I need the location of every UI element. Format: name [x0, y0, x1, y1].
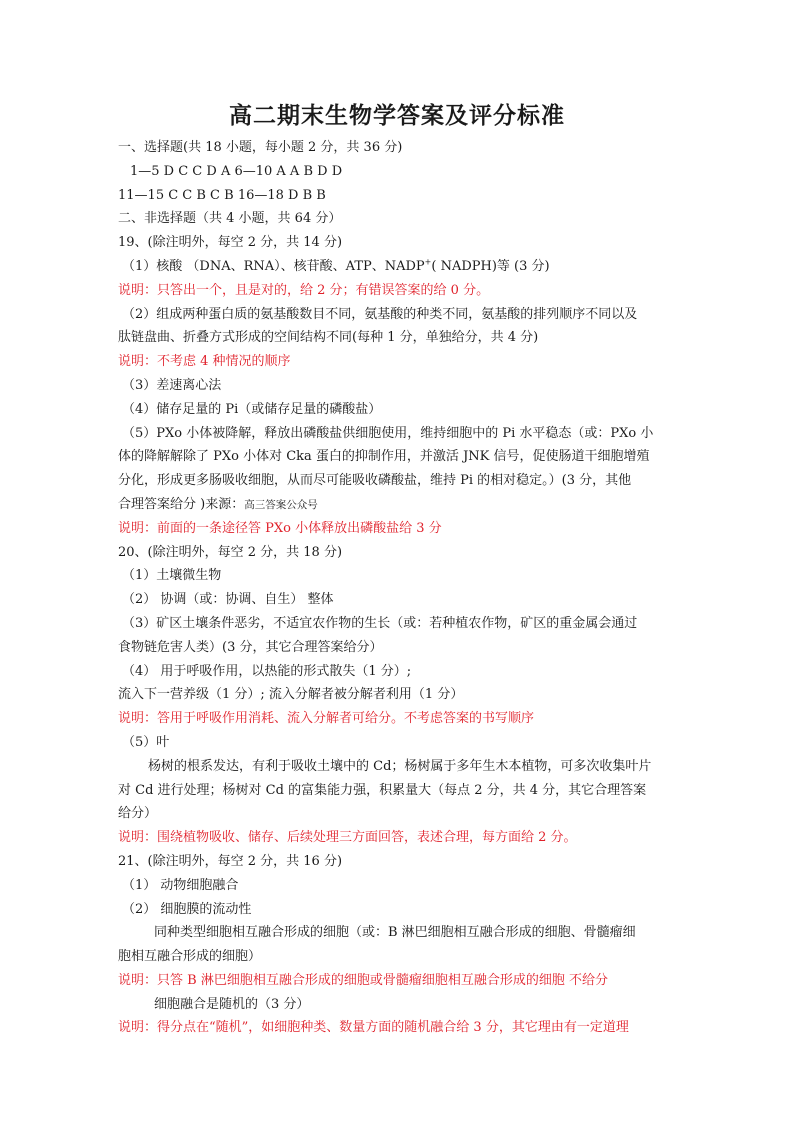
answer-line: （4） 用于呼吸作用，以热能的形式散失（1 分）;	[122, 663, 412, 679]
scoring-note: 说明：答用于呼吸作用消耗、流入分解者可给分。不考虑答案的书写顺序	[118, 711, 535, 727]
answer-line: （3）矿区土壤条件恶劣，不适宜农作物的生长（或：若种植农作物，矿区的重金属会通过	[122, 615, 638, 631]
answer-content	[118, 136, 680, 1040]
choice-answers-row: 11—15 C C B C B 16—18 D B B	[118, 187, 326, 203]
answer-line: （2）组成两种蛋白质的氨基酸数目不同，氨基酸的种类不同，氨基酸的排列顺序不同以及	[122, 306, 638, 322]
answer-line: （1） 动物细胞融合	[122, 877, 239, 893]
answer-line	[118, 255, 680, 279]
answer-line: 胞相互融合形成的细胞）	[118, 949, 262, 965]
choice-answers-row: 1—5 D C C D A 6—10 A A B D D	[130, 163, 343, 179]
answer-line: 食物链危害人类）(3 分，其它合理答案给分）	[118, 639, 383, 655]
answer-line: （1）土壤微生物	[122, 568, 222, 584]
answer-line: （2） 细胞膜的流动性	[122, 901, 252, 917]
answer-line: 同种类型细胞相互融合形成的细胞（或：B 淋巴细胞相互融合形成的细胞、骨髓瘤细	[154, 925, 636, 941]
question-heading: 19、(除注明外，每空 2 分，共 14 分)	[118, 235, 343, 251]
scoring-note: 说明：得分点在“随机”，如细胞种类、数量方面的随机融合给 3 分，其它理由有一定道理	[118, 1020, 629, 1036]
answer-line: 杨树的根系发达，有利于吸收土壤中的 Cd；杨树属于多年生木本植物，可多次收集叶片	[148, 758, 652, 774]
section-heading-choice: 一、选择题(共 18 小题，每小题 2 分，共 36 分)	[118, 140, 403, 155]
scoring-note: 说明：前面的一条途径答 PXo 小体释放出磷酸盐给 3 分	[118, 520, 442, 536]
answer-line: （3）差速离心法	[122, 377, 222, 393]
answer-line: 体的降解解除了 PXo 小体对 Cka 蛋白的抑制作用，并激活 JNK 信号，促使肠道干细胞增殖	[118, 449, 650, 465]
scoring-note: 说明：只答 B 淋巴细胞相互融合形成的细胞或骨髓瘤细胞相互融合形成的细胞 不给分	[118, 972, 608, 988]
answer-line: （2） 协调（或：协调、自生） 整体	[122, 592, 334, 608]
page-title: 高二期末生物学答案及评分标准	[229, 102, 565, 129]
answer-line: 细胞融合是随机的（3 分）	[154, 996, 310, 1012]
source-note: 高三答案公众号	[244, 498, 318, 511]
answer-line: 分化，形成更多肠吸收细胞，从而尽可能吸收磷酸盐，维持 Pi 的相对稳定。）(3 分，其他	[118, 473, 632, 489]
answer-line: 给分）	[118, 806, 158, 822]
answer-text: 合理答案给分 )来源：	[118, 496, 245, 512]
scoring-note: 说明：只答出一个，且是对的，给 2 分；有错误答案的给 0 分。	[118, 282, 490, 298]
scoring-note: 说明：围绕植物吸收、储存、后续处理三方面回答，表述合理，每方面给 2 分。	[118, 830, 577, 846]
question-heading: 21、(除注明外，每空 2 分，共 16 分)	[118, 853, 343, 869]
answer-line: 肽链盘曲、折叠方式形成的空间结构不同(每种 1 分，单独给分，共 4 分)	[118, 330, 539, 346]
answer-line: 对 Cd 进行处理；杨树对 Cd 的富集能力强，积累量大（每点 2 分，共 4 分，其它合理答案	[118, 782, 647, 798]
answer-line: （5）PXo 小体被降解，释放出磷酸盐供细胞使用，维持细胞中的 Pi 水平稳态（或：PXo 小	[122, 425, 654, 441]
answer-text: （1）核酸 （DNA、RNA）、核苷酸、ATP、NADP	[122, 258, 425, 274]
superscript-plus: +	[424, 257, 432, 267]
answer-line: 流入下一营养级（1 分）; 流入分解者被分解者利用（1 分）	[118, 687, 464, 703]
answer-line: （5）叶	[122, 734, 170, 750]
scoring-note: 说明：不考虑 4 种情况的顺序	[118, 354, 291, 370]
answer-text: ( NADPH)等 (3 分)	[431, 258, 550, 274]
answer-line: （4）储存足量的 Pi（或储存足量的磷酸盐）	[122, 401, 382, 417]
answer-line	[118, 493, 680, 517]
section-heading-nonchoice: 二、非选择题（共 4 小题，共 64 分）	[118, 211, 342, 227]
question-heading: 20、(除注明外，每空 2 分，共 18 分)	[118, 544, 343, 560]
